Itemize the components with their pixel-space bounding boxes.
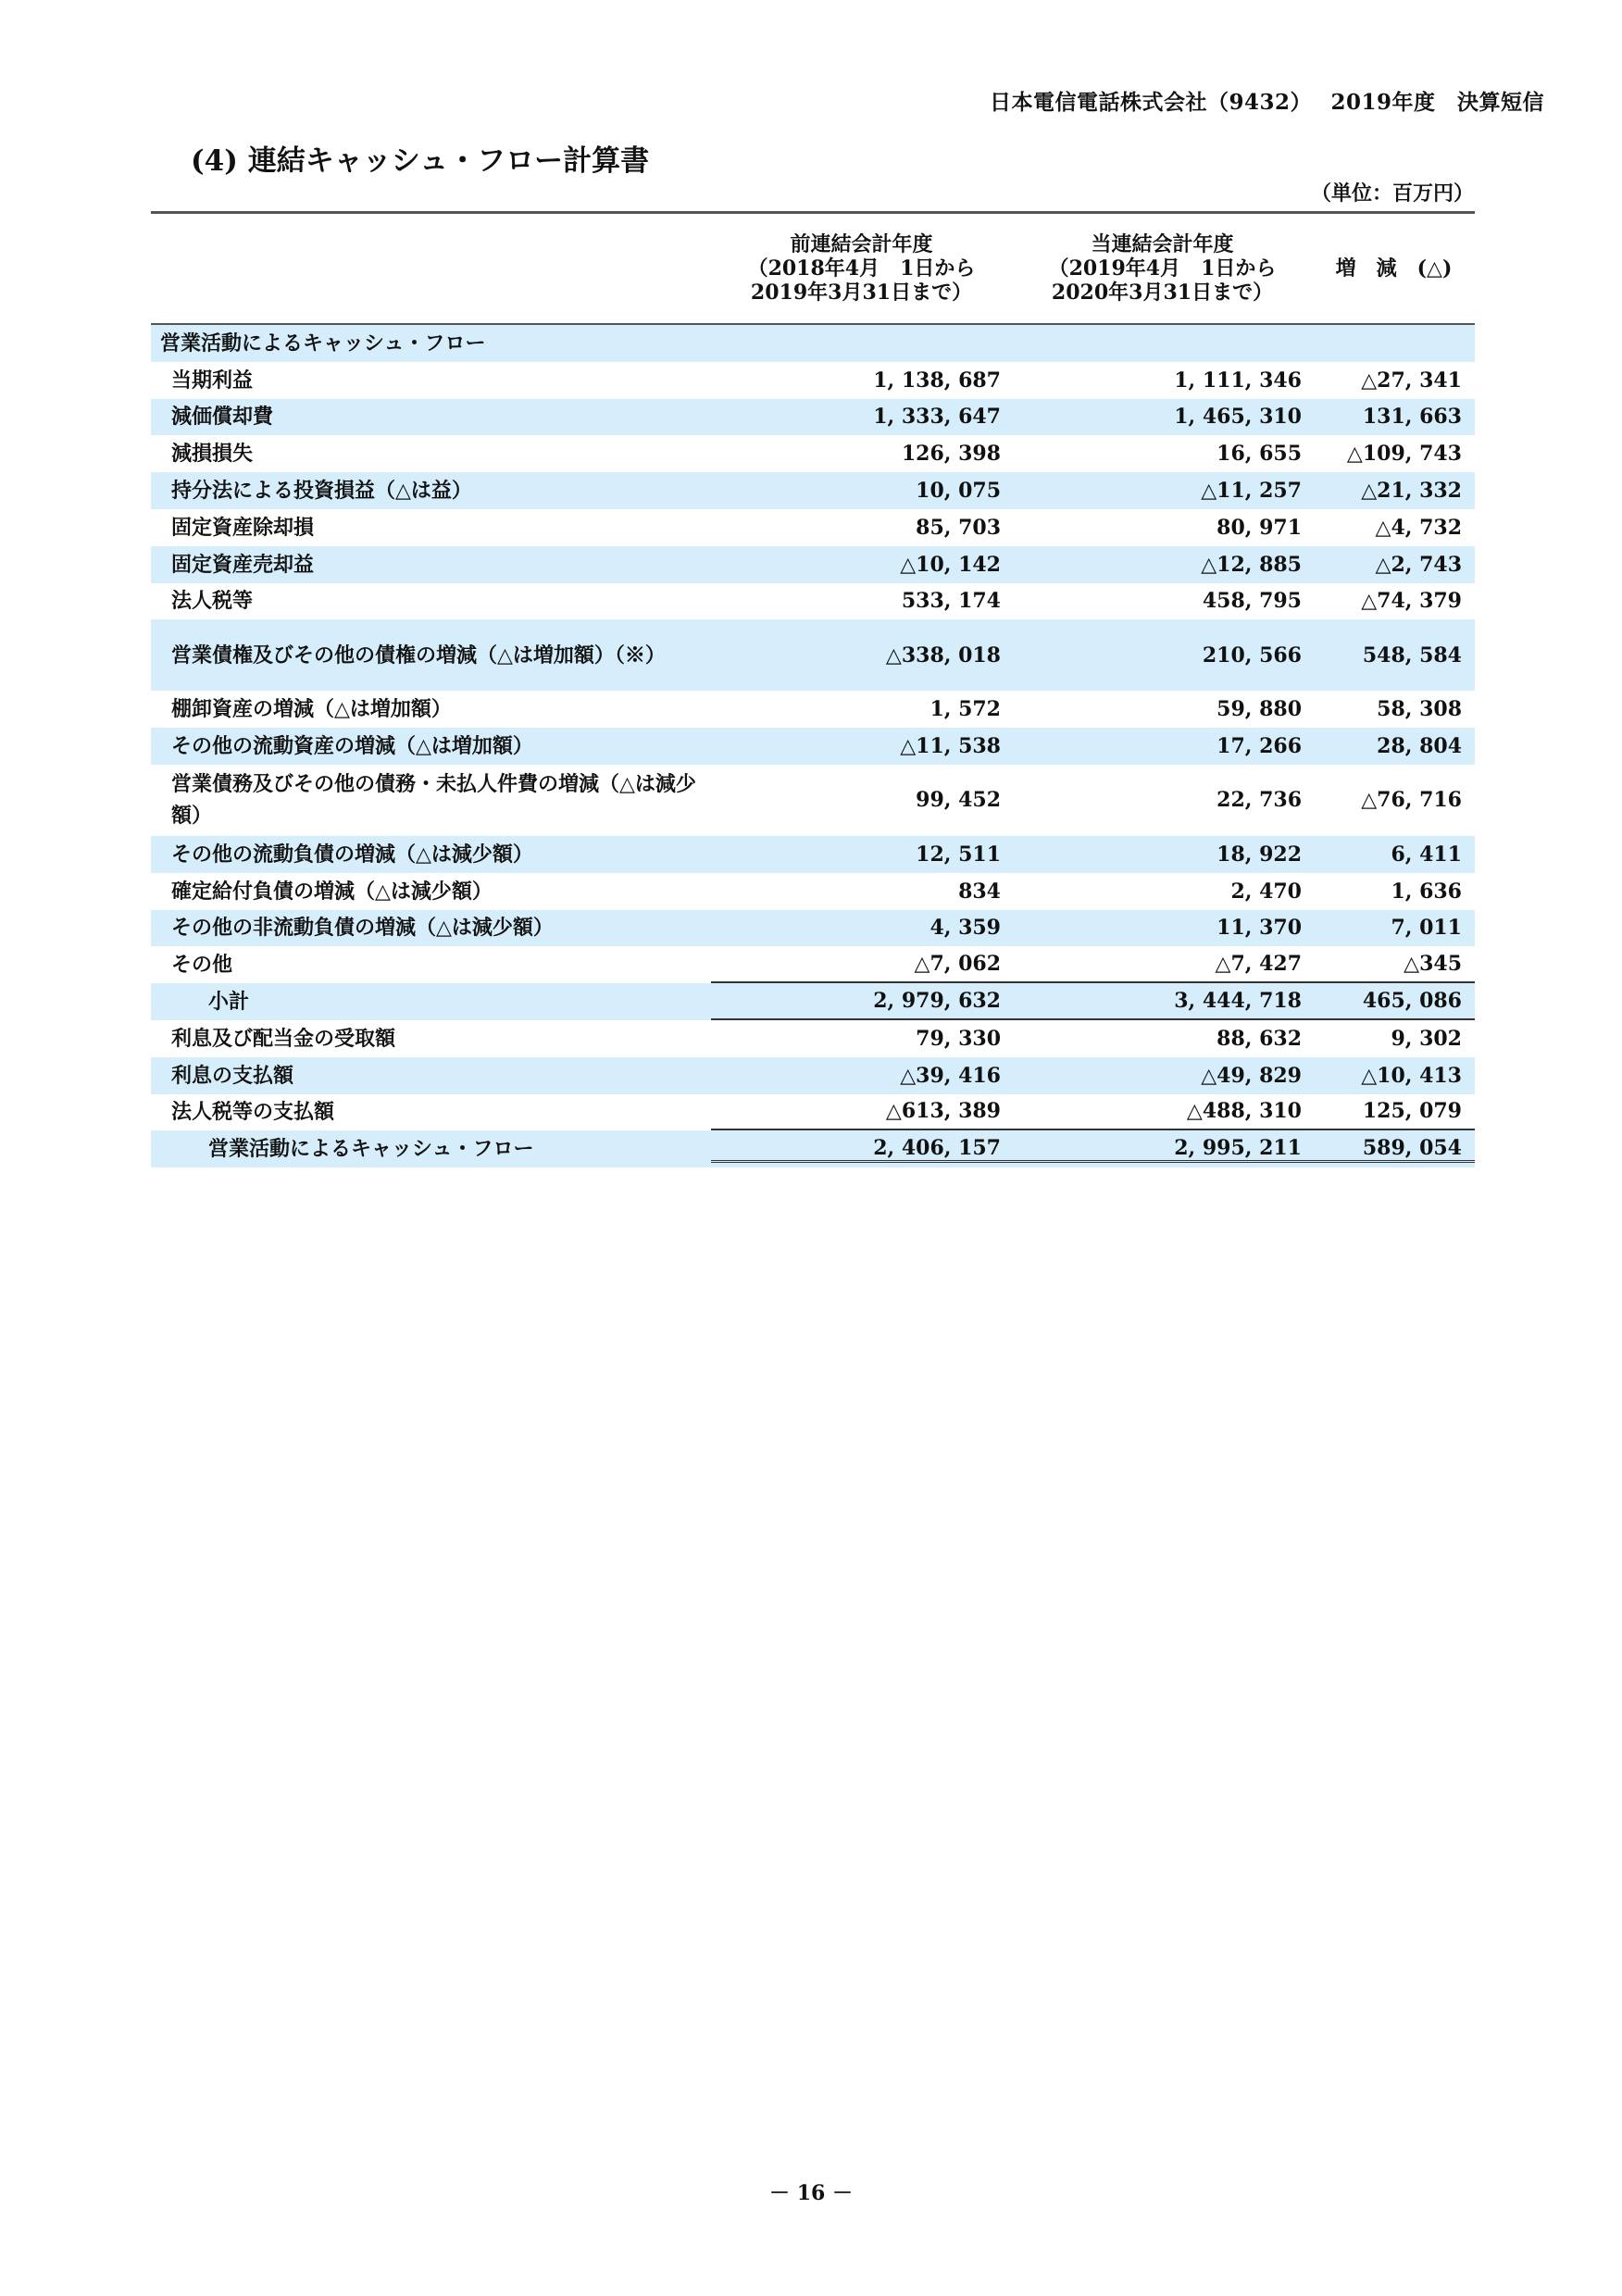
table-row [151, 546, 1475, 583]
row-diff: 7, 011 [1391, 916, 1462, 941]
row-diff: △2, 743 [1375, 552, 1462, 577]
row-prev: 1, 333, 647 [873, 405, 1001, 430]
row-prev: △613, 389 [711, 1094, 1012, 1131]
row-prev: 85, 703 [916, 515, 1001, 540]
row-prev: 99, 452 [916, 788, 1001, 813]
company-header: 日本電信電話株式会社（9432） 2019年度 決算短信 [989, 90, 1544, 115]
section-title: (4) 連結キャッシュ・フロー計算書 [191, 144, 650, 178]
row-label: その他 [171, 953, 233, 978]
row-label: 営業債権及びその他の債権の増減（△は増加額）（※） [171, 643, 666, 668]
row-label: 利息の支払額 [171, 1063, 294, 1088]
header-curr-line1: 当連結会計年度 [1091, 232, 1234, 256]
table-row [151, 728, 1475, 765]
row-diff: △10, 413 [1361, 1063, 1462, 1088]
table-row [151, 946, 1475, 983]
table-row [151, 765, 1475, 836]
table-row [151, 435, 1475, 472]
unit-note: （単位：百万円） [1310, 181, 1474, 206]
row-prev: 126, 398 [901, 442, 1001, 467]
row-curr: 59, 880 [1216, 697, 1302, 722]
header-curr-line2: （2019年4月 1日から [1048, 256, 1277, 281]
row-prev: 10, 075 [916, 479, 1001, 504]
row-curr: △11, 257 [1201, 479, 1302, 504]
row-label: その他の流動負債の増減（△は減少額） [171, 842, 533, 867]
table-header [151, 214, 1475, 325]
row-prev: 533, 174 [901, 589, 1001, 614]
table-row [151, 472, 1475, 509]
row-prev: △338, 018 [885, 643, 1001, 668]
row-label: 減価償却費 [171, 405, 274, 430]
row-curr: △488, 310 [1012, 1094, 1313, 1131]
row-label: 棚卸資産の増減（△は増加額） [171, 697, 452, 722]
row-label: 固定資産除却損 [171, 515, 315, 540]
row-diff: 58, 308 [1377, 697, 1462, 722]
row-prev: △11, 538 [900, 734, 1001, 759]
row-prev: △39, 416 [900, 1063, 1001, 1088]
table-row [151, 691, 1475, 728]
row-curr: 22, 736 [1216, 788, 1302, 813]
row-curr: △12, 885 [1201, 552, 1302, 577]
row-prev: 834 [958, 879, 1001, 904]
row-diff: 589, 054 [1313, 1136, 1475, 1163]
row-diff: △4, 732 [1375, 515, 1462, 540]
row-curr: 80, 971 [1216, 515, 1302, 540]
table-row [151, 1020, 1475, 1057]
row-diff: 28, 804 [1377, 734, 1462, 759]
row-diff: △109, 743 [1346, 442, 1462, 467]
header-curr-year [1012, 232, 1313, 305]
row-prev: 79, 330 [916, 1026, 1001, 1051]
table-row [151, 325, 1475, 362]
table-row [151, 836, 1475, 873]
row-label: その他の流動資産の増減（△は増加額） [171, 734, 533, 759]
table-row [151, 362, 1475, 399]
row-curr: 458, 795 [1202, 589, 1302, 614]
row-label: 利息及び配当金の受取額 [171, 1026, 396, 1051]
row-diff: 125, 079 [1313, 1094, 1475, 1131]
page-number: － 16 － [769, 2181, 853, 2205]
header-curr-line3: 2020年3月31日まで） [1051, 281, 1274, 305]
table-row [151, 509, 1475, 546]
row-curr: 18, 922 [1216, 842, 1302, 867]
row-diff: 548, 584 [1362, 643, 1462, 668]
header-prev-line1: 前連結会計年度 [790, 232, 933, 256]
row-prev: 2, 979, 632 [711, 983, 1012, 1020]
table-row [151, 1094, 1475, 1131]
row-prev: △7, 062 [711, 946, 1012, 983]
row-label: 確定給付負債の増減（△は減少額） [171, 879, 493, 904]
row-label: 営業活動によるキャッシュ・フロー [160, 331, 486, 356]
row-diff: 465, 086 [1313, 983, 1475, 1020]
cash-flow-table [151, 211, 1475, 1167]
header-prev-line3: 2019年3月31日まで） [750, 281, 973, 305]
table-row [151, 619, 1475, 691]
row-curr: 17, 266 [1216, 734, 1302, 759]
row-curr: 2, 995, 211 [1012, 1136, 1313, 1163]
row-label: 減損損失 [171, 442, 254, 467]
row-curr: 16, 655 [1216, 442, 1302, 467]
row-diff: △21, 332 [1361, 479, 1462, 504]
header-prev-line2: （2018年4月 1日から [747, 256, 976, 281]
row-label: その他の非流動負債の増減（△は減少額） [171, 916, 554, 941]
row-curr: 3, 444, 718 [1012, 983, 1313, 1020]
row-label: 固定資産売却益 [171, 552, 315, 577]
row-label: 当期利益 [171, 368, 254, 393]
table-row [151, 399, 1475, 436]
row-label: 営業活動によるキャッシュ・フロー [208, 1137, 534, 1162]
row-diff: 131, 663 [1362, 405, 1462, 430]
subtotal-row [151, 983, 1475, 1020]
row-curr: △49, 829 [1201, 1063, 1302, 1088]
row-label: 小計 [208, 990, 250, 1015]
header-diff: 増 減 (△) [1335, 256, 1453, 281]
row-curr: 210, 566 [1202, 643, 1302, 668]
row-diff: △27, 341 [1361, 368, 1462, 393]
table-row [151, 583, 1475, 620]
total-row [151, 1130, 1475, 1167]
table-row [151, 1057, 1475, 1094]
row-diff: 6, 411 [1391, 842, 1462, 867]
row-diff: 9, 302 [1391, 1026, 1462, 1051]
row-diff: △74, 379 [1361, 589, 1462, 614]
row-curr: 1, 111, 346 [1174, 368, 1302, 393]
row-prev: 1, 138, 687 [873, 368, 1001, 393]
row-prev: 1, 572 [930, 697, 1001, 722]
row-label: 法人税等の支払額 [171, 1100, 335, 1125]
table-body [151, 325, 1475, 1167]
row-label: 法人税等 [171, 589, 254, 614]
row-curr: 2, 470 [1230, 879, 1302, 904]
row-curr: 1, 465, 310 [1174, 405, 1302, 430]
table-row [151, 910, 1475, 947]
row-diff: △345 [1313, 946, 1475, 983]
row-curr: 11, 370 [1216, 916, 1302, 941]
row-curr: 88, 632 [1216, 1026, 1302, 1051]
row-label: 営業債務及びその他の債務・未払人件費の増減（△は減少額） [171, 772, 696, 829]
row-prev: 2, 406, 157 [711, 1136, 1012, 1163]
row-diff: △76, 716 [1361, 788, 1462, 813]
table-row [151, 873, 1475, 910]
header-prev-year [711, 232, 1012, 305]
row-diff: 1, 636 [1391, 879, 1462, 904]
row-curr: △7, 427 [1012, 946, 1313, 983]
row-prev: △10, 142 [900, 552, 1001, 577]
row-prev: 12, 511 [916, 842, 1001, 867]
row-prev: 4, 359 [930, 916, 1001, 941]
row-label: 持分法による投資損益（△は益） [171, 479, 472, 504]
